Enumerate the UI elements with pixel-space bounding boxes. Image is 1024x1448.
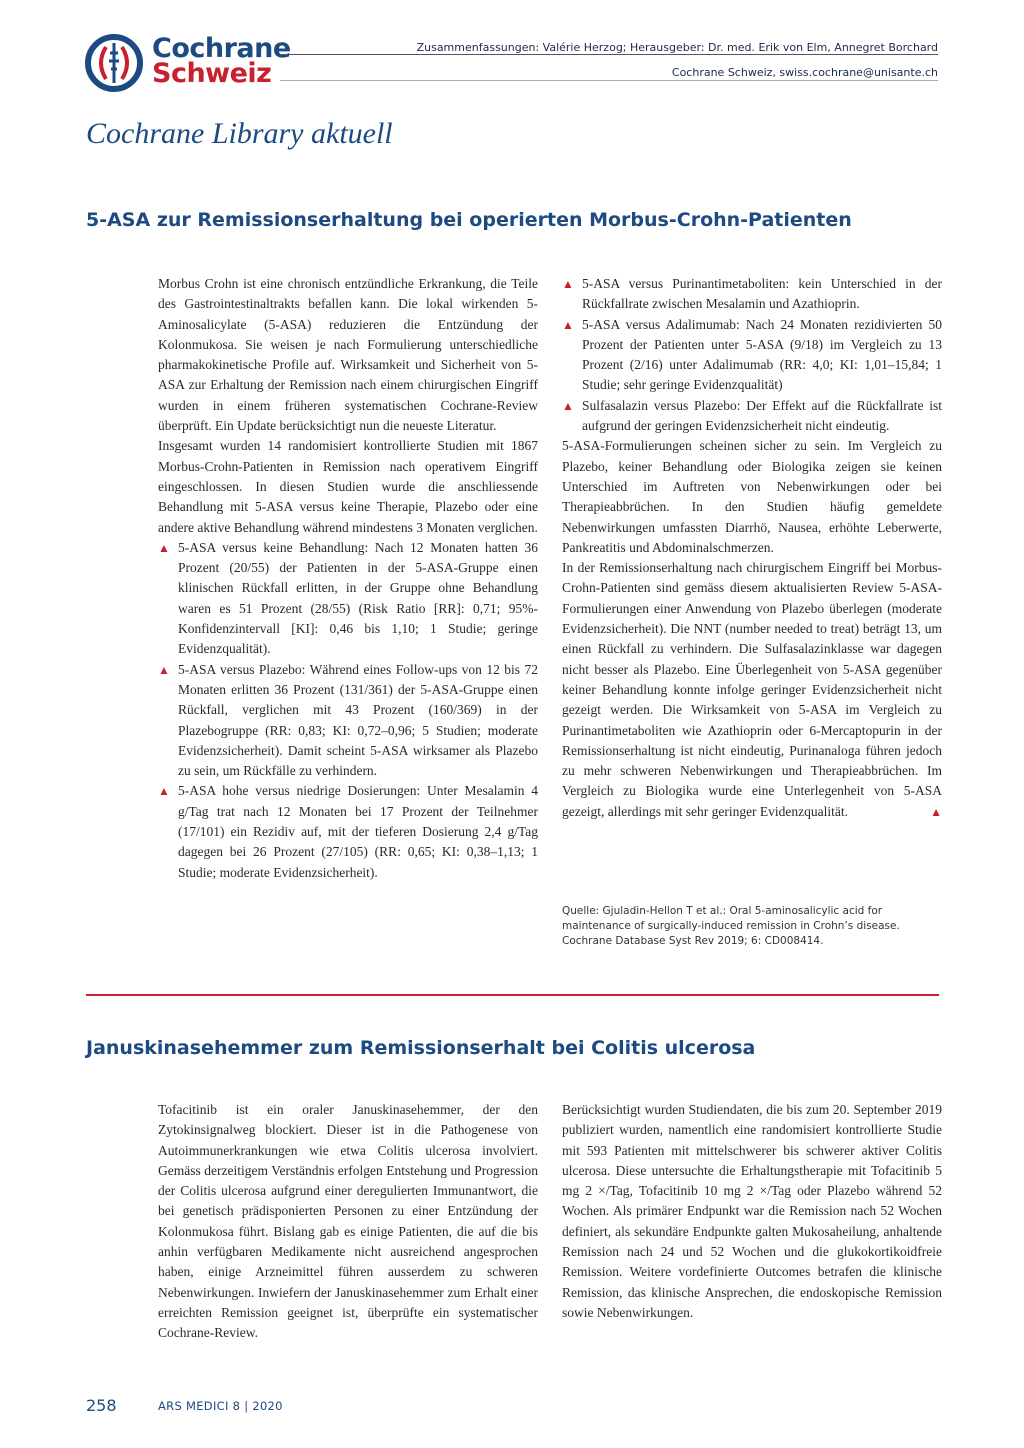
red-triangle-bullet-icon: ▲: [562, 317, 574, 332]
page-number: 258: [86, 1396, 117, 1415]
header-rule-bottom: [280, 80, 938, 81]
bullet-item: [158, 538, 538, 660]
bullet-item: [562, 315, 942, 396]
end-triangle-icon: ▲: [930, 804, 942, 819]
article1-left-column: [158, 274, 538, 883]
page-title: Cochrane Library aktuell: [86, 117, 393, 150]
cochrane-logo-icon: [84, 33, 144, 93]
bullet-text: Sulfasalazin versus Plazebo: Der Effekt auf die Rückfallrate ist aufgrund der geringen Evidenzsicherheit nicht eindeutig.: [582, 397, 942, 434]
article1-right-paragraph: [562, 558, 942, 822]
bullet-item: [158, 660, 538, 782]
red-triangle-bullet-icon: ▲: [562, 398, 574, 413]
bullet-item: [158, 781, 538, 882]
article2-left-column: [158, 1100, 538, 1344]
publication-info: ARS MEDICI 8 | 2020: [158, 1399, 283, 1413]
bullet-text: 5-ASA versus Plazebo: Während eines Follow-ups von 12 bis 72 Monaten erlitten 36 Prozent (131/361) der 5-ASA-Gruppe einen Rückfall, verglichen mit 43 Prozent (160/369) in der Plazebogruppe (RR: 0,83; KI: 0,72–0,96; 5 Studien; moderate Evidenzsicherheit). Damit scheint 5-ASA wirksamer als Plazebo zu sein, um Rückfälle zu verhindern.: [178, 661, 538, 779]
article2-right-paragraph: Berücksichtigt wurden Studiendaten, die bis zum 20. September 2019 publiziert wurden, namentlich eine randomisiert kontrollierte Studie mit 593 Patienten mit mittelschwerer bis schwerer aktiver Colitis ulcerosa. Diese untersuchte die Erhaltungstherapie mit Tofacitinib 5 mg 2 ×/Tag, Tofacitinib 10 mg 2 ×/Tag oder Plazebo während 52 Wochen. Als primärer Endpunkt war die Remission nach 52 Wochen definiert, als sekundäre Endpunkte galten Mukosaheilung, anhaltende Remission nach 24 und 52 Wochen und die glukokortikoidfreie Remission. Weitere vordefinierte Outcomes betrafen die klinische Remission, das klinische Ansprechen, die endoskopische Remission sowie Nebenwirkungen.: [562, 1102, 942, 1320]
bullet-text: 5-ASA hohe versus niedrige Dosierungen: Unter Mesalamin 4 g/Tag trat nach 12 Monaten bei 17 Prozent der Teilnehmer (17/101) ein Rezidiv auf, mit der tieferen Dosierung 2,4 g/Tag dagegen bei 26 Prozent (27/105) (RR: 0,65; KI: 0,38–1,13; 1 Studie; moderate Evidenzsicherheit).: [178, 783, 538, 880]
header-rule-top: [280, 54, 938, 55]
article2-left-paragraph: Tofacitinib ist ein oraler Januskinasehemmer, der den Zytokinsignalweg blockiert. Dieser ist in die Pathogenese von Autoimmunerkrankungen wie etwa Colitis ulcerosa involviert. Gemäss derzeitigem Verständnis erfolgen Entstehung und Progression der Colitis ulcerosa aufgrund einer deregulierten Immunantwort, die bei genetisch prädisponierten Personen zu einer Entzündung der Kolonmukosa führt. Bislang gab es einige Patienten, die auf die bis anhin verfügbaren Medikamente nicht ausreichend angesprochen haben, einige Arzneimittel führen ausserdem zu schweren Nebenwirkungen. Inwiefern der Januskinasehemmer zum Erhalt einer erreichten Remission geeignet ist, überprüfte ein systematischer Cochrane-Review.: [158, 1102, 538, 1341]
article1-title: 5-ASA zur Remissionserhaltung bei operierten Morbus-Crohn-Patienten: [86, 209, 852, 231]
logo-line2: Schweiz: [152, 58, 272, 89]
header-credits: Zusammenfassungen: Valérie Herzog; Herausgeber: Dr. med. Erik von Elm, Annegret Borchard: [416, 41, 938, 54]
bullet-text: 5-ASA versus keine Behandlung: Nach 12 Monaten hatten 36 Prozent (20/55) der Patienten in der 5-ASA-Gruppe einen klinischen Rückfall erlitten, in der Gruppe ohne Behandlung waren es 51 Prozent (28/55) (Risk Ratio [RR]: 0,71; 95%-Konfidenzintervall [KI]: 0,46 bis 1,10; 1 Studie; geringe Evidenzqualität).: [178, 539, 538, 657]
article1-right-column: [562, 274, 942, 822]
article1-conclusion-text: In der Remissionserhaltung nach chirurgischem Eingriff bei Morbus-Crohn-Patienten sind gemäss diesem aktualisierten Review 5-ASA-Formulierungen einer Anwendung von Plazebo überlegen (moderate Evidenzsicherheit). Die NNT (number needed to treat) beträgt 13, um einen Rückfall zu verhindern. Die Sulfasalazinklasse war dagegen nicht besser als Plazebo. Eine Überlegenheit von 5-ASA gegenüber keiner Behandlung konnte infolge geringer Evidenzsicherheit nicht gezeigt werden. Die Wirksamkeit von 5-ASA im Vergleich zu Purinantimetaboliten wie Azathioprin oder 6-Mercaptopurin in der Remissionserhaltung ist nicht eindeutig, Purinanaloga führen jedoch zu mehr schweren Nebenwirkungen und Therapieabbrüchen. Im Vergleich zu Biologika wurde eine Unterlegenheit von 5-ASA gezeigt, allerdings mit sehr geringer Evidenzqualität.: [562, 560, 942, 819]
article1-source: Quelle: Gjuladin-Hellon T et al.: Oral 5-aminosalicylic acid for maintenance of surgically-induced remission in Crohn’s disease. Cochrane Database Syst Rev 2019; 6: CD008414.: [562, 905, 900, 947]
header-contact: Cochrane Schweiz, swiss.cochrane@unisante.ch: [671, 66, 938, 79]
logo-wordmark: [152, 33, 291, 89]
article1-right-paragraph: 5-ASA-Formulierungen scheinen sicher zu sein. Im Vergleich zu Plazebo, keiner Behandlung oder Biologika zeigen sie keinen Unterschied im Auftreten von Nebenwirkungen oder bei Therapieabbrüchen. In den Studien häufig gemeldete Nebenwirkungen umfassten Diarrhö, Nausea, erhöhte Leberwerte, Pankreatitis und Abdominalschmerzen.: [562, 438, 942, 555]
red-triangle-bullet-icon: ▲: [158, 662, 170, 677]
section-divider: [86, 994, 939, 996]
red-triangle-bullet-icon: ▲: [158, 540, 170, 555]
bullet-item: [562, 396, 942, 437]
article2-right-column: [562, 1100, 942, 1323]
article1-left-paragraph: Insgesamt wurden 14 randomisiert kontrollierte Studien mit 1867 Morbus-Crohn-Patienten in Remission nach operativem Eingriff eingeschlossen. In diesen Studien wurde die anschliessende Behandlung mit 5-ASA versus keine Therapie, Plazebo oder eine andere aktive Behandlung während mindestens 3 Monaten verglichen.: [158, 438, 538, 535]
red-triangle-bullet-icon: ▲: [562, 277, 574, 291]
article1-left-paragraph: Morbus Crohn ist eine chronisch entzündliche Erkrankung, die Teile des Gastrointestinaltrakts befallen kann. Die lokal wirkenden 5-Aminosalicylate (5-ASA) reduzieren die Entzündung der Kolonmukosa. Sie weisen je nach Formulierung unterschiedliche pharmakokinetische Profile auf. Wirksamkeit und Sicherheit von 5-ASA zur Erhaltung der Remission nach einem chirurgischen Eingriff wurden in einem früheren systematischen Cochrane-Review überprüft. Ein Update berücksichtigt nun die neueste Literatur.: [158, 276, 538, 434]
bullet-text: 5-ASA versus Purinantimetaboliten: kein Unterschied in der Rückfallrate zwischen Mesalamin und Azathioprin.: [582, 276, 942, 312]
bullet-text: 5-ASA versus Adalimumab: Nach 24 Monaten rezidivierten 50 Prozent der Patienten unter 5-ASA (9/18) im Vergleich zu 13 Prozent (2/16) unter Adalimumab (RR: 4,0; KI: 1,01–15,84; 1 Studie; sehr geringe Evidenzqualität): [582, 316, 942, 393]
bullet-item: [562, 274, 942, 315]
red-triangle-bullet-icon: ▲: [158, 784, 170, 799]
article2-title: Januskinasehemmer zum Remissionserhalt bei Colitis ulcerosa: [86, 1037, 756, 1059]
logo-line1: Cochrane: [152, 33, 291, 64]
